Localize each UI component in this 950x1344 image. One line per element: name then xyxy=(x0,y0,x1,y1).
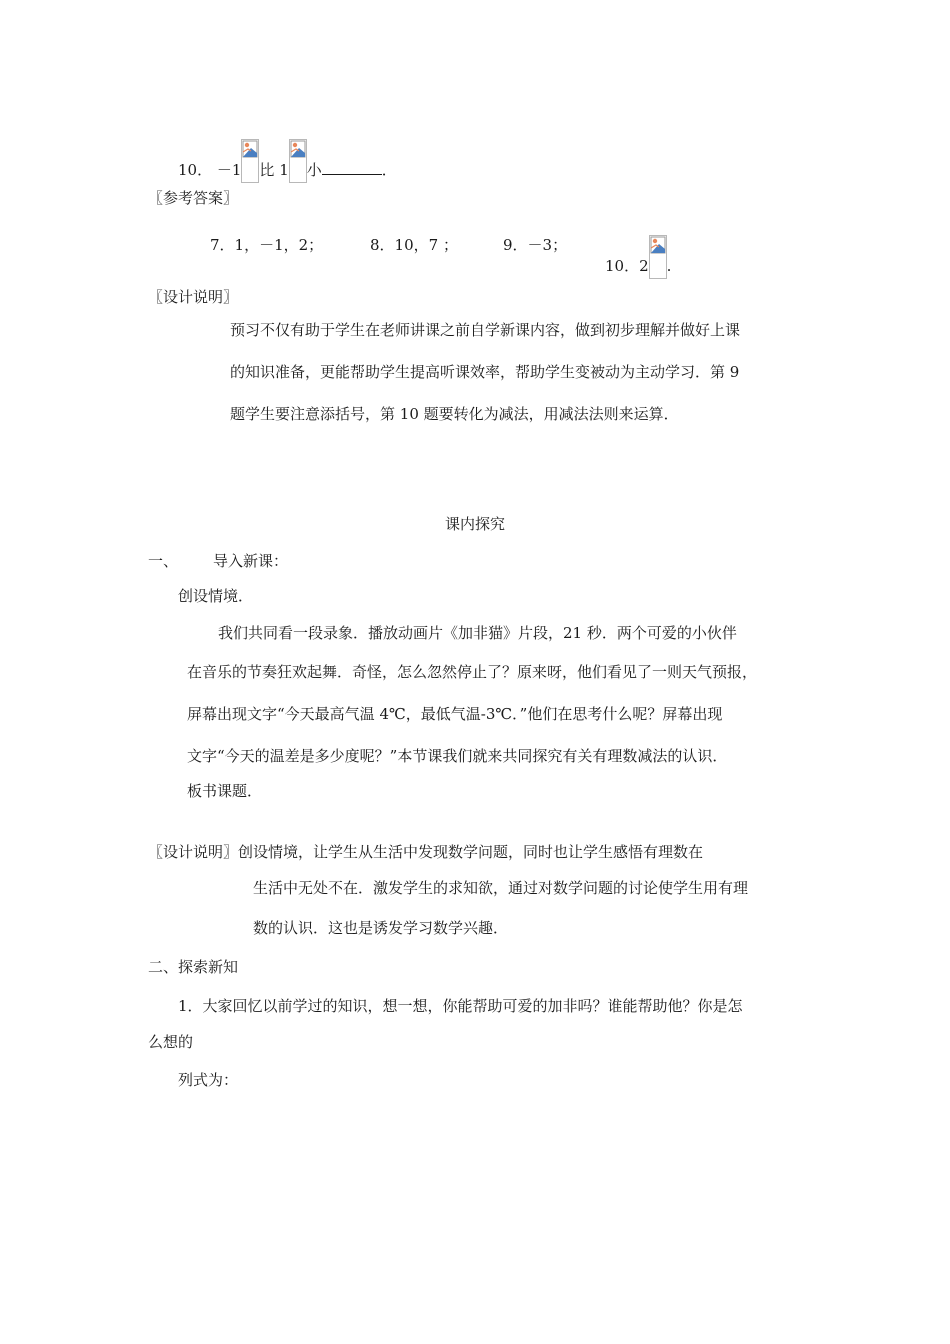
scenario-label: 创设情境． xyxy=(178,587,254,605)
story-line: 文字“今天的温差是多少度呢？”本节课我们就来共同探究有关有理数减法的认识． xyxy=(187,747,728,765)
answer-9: 9．－3； xyxy=(503,236,568,254)
answer-10: 10．2 . xyxy=(605,235,671,279)
design-note-line: 预习不仅有助于学生在老师讲课之前自学新课内容，做到初步理解并做好上课 xyxy=(230,321,741,339)
design-note-line: 的知识准备，更能帮助学生提高听课效率，帮助学生变被动为主动学习．第 9 xyxy=(230,363,740,381)
part2-title: 二、探索新知 xyxy=(148,958,239,976)
design-note2-first: 〖设计说明〗创设情境，让学生从生活中发现数学问题，同时也让学生感悟有理数在 xyxy=(148,843,704,861)
design-note2-line: 生活中无处不在．激发学生的求知欲，通过对数学问题的讨论使学生用有理 xyxy=(253,879,749,897)
formula-label: 列式为： xyxy=(178,1071,239,1089)
question-number: 10． xyxy=(178,161,213,179)
section-title: 课内探究 xyxy=(444,515,505,533)
answer-header: 〖参考答案〗 xyxy=(148,189,239,207)
broken-image-icon xyxy=(289,139,307,183)
story-line: 在音乐的节奏狂欢起舞．奇怪，怎么忽然停止了？原来呀，他们看见了一则天气预报， xyxy=(187,663,758,681)
design-note2-line: 数的认识．这也是诱发学习数学兴趣． xyxy=(253,919,509,937)
story-line: 屏幕出现文字“今天最高气温 4℃，最低气温-3℃．”他们在思考什么呢？屏幕出现 xyxy=(187,705,723,723)
period: ． xyxy=(381,161,397,179)
negative-one: －1 xyxy=(216,161,242,179)
answer-7: 7．1，－1，2； xyxy=(210,236,324,254)
design-note-header: 〖设计说明〗 xyxy=(148,288,239,306)
answer-8: 8．10，7 ； xyxy=(370,236,458,254)
story-line: 板书课题． xyxy=(187,782,263,800)
compare-text: 比 1 xyxy=(259,161,289,179)
answer-blank xyxy=(322,160,382,175)
broken-image-icon xyxy=(241,139,259,183)
question-1-line: 1．大家回忆以前学过的知识，想一想，你能帮助可爱的加非吗？谁能帮助他？你是怎 xyxy=(178,997,743,1015)
part1-title: 导入新课： xyxy=(213,552,289,570)
question-1-line: 么想的 xyxy=(148,1033,194,1051)
part1-number: 一、 xyxy=(148,552,179,570)
less-text: 小 xyxy=(306,161,322,179)
design-note-line: 题学生要注意添括号，第 10 题要转化为减法，用减法法则来运算． xyxy=(230,405,679,423)
broken-image-icon xyxy=(649,235,667,279)
question-10 xyxy=(178,139,397,183)
story-line: 我们共同看一段录象．播放动画片《加非猫》片段，21 秒．两个可爱的小伙伴 xyxy=(218,624,737,642)
